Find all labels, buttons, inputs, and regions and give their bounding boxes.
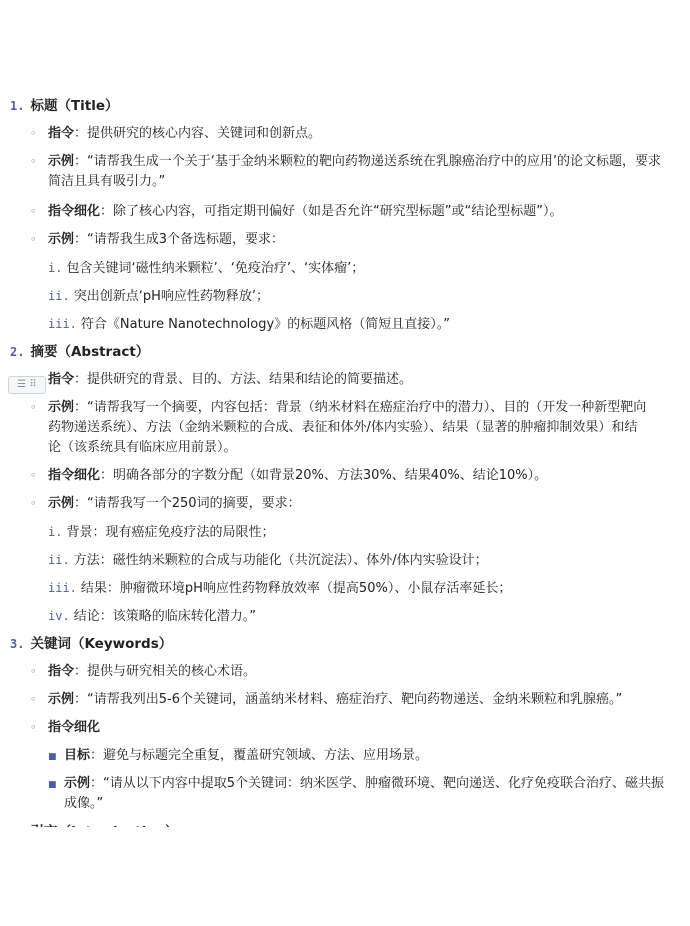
section-heading bbox=[10, 634, 172, 654]
item-text: ：提供研究的背景、目的、方法、结果和结论的简要描述。 bbox=[74, 372, 413, 387]
circle-bullet-icon: ◦ bbox=[30, 721, 37, 734]
list-item bbox=[30, 662, 256, 682]
circle-bullet-icon: ◦ bbox=[30, 693, 37, 706]
sub-text: 背景：现有癌症免疫疗法的局限性； bbox=[66, 525, 275, 540]
item-text-continued: 成像。” bbox=[64, 796, 104, 811]
circle-bullet-icon: ◦ bbox=[30, 497, 37, 510]
sub-number: iii. bbox=[48, 581, 77, 595]
sub-number: i. bbox=[48, 525, 63, 539]
sub-number: i. bbox=[48, 261, 63, 275]
item-text: ：“请帮我生成3个备选标题，要求： bbox=[74, 232, 285, 247]
item-label: 示例 bbox=[48, 692, 75, 707]
list-item bbox=[30, 152, 661, 172]
section-title: 关键词（Keywords） bbox=[30, 636, 173, 652]
list-item bbox=[30, 202, 562, 222]
sub-text: 结论：该策略的临床转化潜力。” bbox=[73, 609, 256, 624]
circle-bullet-icon: ◦ bbox=[30, 401, 37, 414]
document-body bbox=[0, 96, 690, 832]
content-clip bbox=[0, 827, 690, 832]
sub-number: iii. bbox=[48, 317, 77, 331]
sub-number: ii. bbox=[48, 553, 70, 567]
item-text: ：除了核心内容，可指定期刊偏好（如是否允许“研究型标题”或“结论型标题”）。 bbox=[100, 204, 563, 219]
list-item bbox=[30, 494, 301, 514]
item-label: 指令细化 bbox=[48, 720, 101, 735]
sub-item bbox=[48, 314, 450, 335]
circle-bullet-icon: ◦ bbox=[30, 127, 37, 140]
section-number: 3. bbox=[10, 637, 25, 651]
item-label: 目标 bbox=[64, 748, 91, 763]
item-text-continued: 简洁且具有吸引力。” bbox=[48, 174, 166, 189]
item-label: 指令 bbox=[48, 126, 75, 141]
sub-text: 包含关键词‘磁性纳米颗粒’、‘免疫治疗’、‘实体瘤’； bbox=[66, 261, 365, 276]
list-item bbox=[30, 690, 622, 710]
sub-item bbox=[48, 522, 274, 543]
section-heading bbox=[10, 96, 119, 116]
list-item bbox=[30, 124, 321, 144]
circle-bullet-icon: ◦ bbox=[30, 155, 37, 168]
sub-text: 方法：磁性纳米颗粒的合成与功能化（共沉淀法）、体外/体内实验设计； bbox=[73, 553, 488, 568]
item-label: 指令细化 bbox=[48, 204, 101, 219]
item-label: 示例 bbox=[48, 154, 75, 169]
item-text: ：避免与标题完全重复，覆盖研究领域、方法、应用场景。 bbox=[90, 748, 429, 763]
sub-text: 符合《Nature Nanotechnology》的标题风格（简短且直接）。” bbox=[80, 317, 450, 332]
square-bullet-icon: ■ bbox=[48, 752, 57, 762]
list-item bbox=[30, 718, 100, 738]
sub-item bbox=[48, 258, 364, 279]
section-heading bbox=[10, 342, 149, 362]
list-item bbox=[30, 370, 412, 390]
square-bullet-icon: ■ bbox=[48, 780, 57, 790]
item-text: ：“请帮我写一个摘要，内容包括：背景（纳米材料在癌症治疗中的潜力）、目的（开发一种新型靶向 bbox=[74, 400, 647, 415]
item-label: 示例 bbox=[48, 400, 75, 415]
item-text: ：“请从以下内容中提取5个关键词：纳米医学、肿瘤微环境、靶向递送、化疗免疫联合治疗、磁共振 bbox=[90, 776, 665, 791]
item-text-continued: 药物递送系统）、方法（金纳米颗粒的合成、表征和体外/体内实验）、结果（显著的肿瘤抑制效果）和结 bbox=[48, 420, 638, 435]
list-item bbox=[30, 466, 547, 486]
sub-item bbox=[48, 578, 511, 599]
item-text-continued: 论（该系统具有临床应用前景）。 bbox=[48, 440, 237, 455]
sub-item bbox=[48, 550, 488, 571]
item-label: 指令 bbox=[48, 664, 75, 679]
block-drag-handle[interactable]: ☰ ⠿ bbox=[8, 376, 46, 394]
list-item bbox=[30, 230, 284, 250]
section-number: 1. bbox=[10, 99, 25, 113]
circle-bullet-icon: ◦ bbox=[30, 665, 37, 678]
section-title: 标题（Title） bbox=[30, 98, 119, 114]
sub-text: 结果：肿瘤微环境pH响应性药物释放效率（提高50%）、小鼠存活率延长； bbox=[80, 581, 512, 596]
circle-bullet-icon: ◦ bbox=[30, 233, 37, 246]
item-text: ：“请帮我写一个250词的摘要，要求： bbox=[74, 496, 301, 511]
nested-item bbox=[48, 746, 428, 767]
sub-number: iv. bbox=[48, 609, 70, 623]
item-label: 示例 bbox=[48, 496, 75, 511]
circle-bullet-icon: ◦ bbox=[30, 205, 37, 218]
nested-item bbox=[48, 774, 664, 795]
item-text: ：明确各部分的字数分配（如背景20%、方法30%、结果40%、结论10%）。 bbox=[100, 468, 548, 483]
item-text: ：提供与研究相关的核心术语。 bbox=[74, 664, 257, 679]
item-label: 示例 bbox=[64, 776, 91, 791]
section-title: 摘要（Abstract） bbox=[30, 344, 150, 360]
item-text: ：“请帮我生成一个关于‘基于金纳米颗粒的靶向药物递送系统在乳腺癌治疗中的应用’的论文标题，要求 bbox=[74, 154, 662, 169]
section-number: 2. bbox=[10, 345, 25, 359]
sub-text: 突出创新点‘pH响应性药物释放’； bbox=[73, 289, 269, 304]
circle-bullet-icon: ◦ bbox=[30, 469, 37, 482]
list-item bbox=[30, 398, 646, 418]
item-text: ：提供研究的核心内容、关键词和创新点。 bbox=[74, 126, 322, 141]
sub-item bbox=[48, 606, 256, 627]
sub-number: ii. bbox=[48, 289, 70, 303]
item-text: ：“请帮我列出5-6个关键词，涵盖纳米材料、癌症治疗、靶向药物递送、金纳米颗粒和乳腺癌。” bbox=[74, 692, 623, 707]
item-label: 示例 bbox=[48, 232, 75, 247]
item-label: 指令细化 bbox=[48, 468, 101, 483]
item-label: 指令 bbox=[48, 372, 75, 387]
sub-item bbox=[48, 286, 269, 307]
